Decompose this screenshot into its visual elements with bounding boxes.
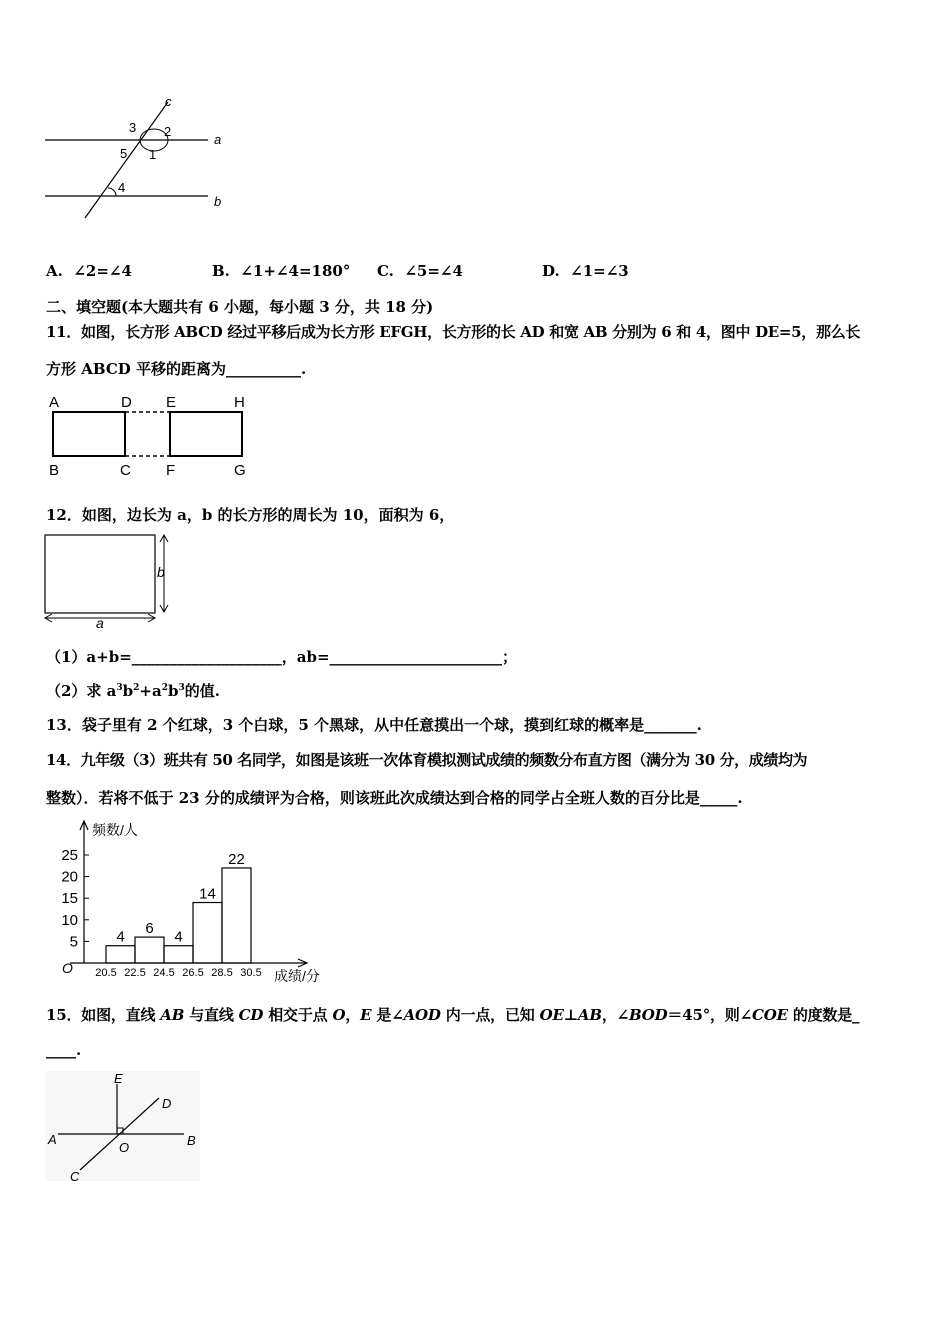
figure-border — [45, 1071, 200, 1181]
option-a: A. ∠2=∠4 — [46, 262, 132, 280]
label-H: H — [234, 394, 245, 411]
y-axis-label: 频数/人 — [92, 822, 138, 838]
bar-value-label: 14 — [199, 885, 216, 903]
frequency-histogram — [50, 818, 350, 988]
histogram-bar — [222, 868, 251, 963]
label-b: b — [214, 194, 222, 209]
q15-part: AB — [577, 1006, 602, 1024]
label-A: A — [48, 1132, 57, 1147]
q15-part: E — [360, 1006, 372, 1024]
label-F: F — [166, 462, 176, 479]
x-tick-label: 22.5 — [124, 967, 146, 979]
q15-part: 相交于点 — [263, 1006, 333, 1024]
q14-line2: 整数）．若将不低于 23 分的成绩评为合格，则该班此次成绩达到合格的同学占全班人数的百分比是_____. — [46, 789, 743, 807]
q12-part2-plus: +a — [139, 682, 162, 700]
q12-part2-b: b — [122, 682, 134, 700]
q15-part: CD — [238, 1006, 264, 1024]
label-2: 2 — [164, 124, 172, 139]
q15-part: 与直线 — [184, 1006, 239, 1024]
bar-value-label: 4 — [116, 928, 125, 946]
q12-part2 — [46, 680, 220, 701]
y-tick-label: 20 — [61, 868, 78, 886]
label-E: E — [114, 1071, 123, 1086]
x-tick-label: 28.5 — [211, 967, 233, 979]
parallel-lines-figure — [40, 92, 240, 227]
label-C: C — [70, 1169, 80, 1184]
q15-part: BOD — [628, 1006, 668, 1024]
histogram-bar — [193, 903, 222, 963]
q15-part: COE — [751, 1006, 788, 1024]
section-heading: 二、填空题(本大题共有 6 小题，每小题 3 分，共 18 分) — [46, 298, 434, 316]
label-B: B — [187, 1133, 196, 1148]
y-tick-label: 15 — [61, 890, 78, 908]
y-tick-label: 5 — [69, 933, 78, 951]
q15-line1 — [46, 1004, 859, 1025]
x-tick-label: 30.5 — [240, 967, 262, 979]
q14-line1: 14．九年级（3）班共有 50 名同学，如图是该班一次体育模拟测试成绩的频数分布直方图（满分为 30 分，成绩均为 — [46, 751, 808, 769]
q12-part1: （1）a+b=____________________，ab=_______________________； — [46, 648, 518, 666]
x-tick-label: 20.5 — [95, 967, 117, 979]
q11-line1: 11．如图，长方形 ABCD 经过平移后成为长方形 EFGH，长方形的长 AD 和宽 AB 分别为 6 和 4，图中 DE=5，那么长 — [46, 323, 861, 341]
q15-part: O — [332, 1006, 346, 1024]
label-B: B — [49, 462, 60, 479]
q15-part: ＝45°，则∠ — [667, 1006, 752, 1024]
rect-ab — [45, 535, 155, 613]
exp-2b: 2 — [133, 683, 140, 693]
exp-2a: 2 — [161, 683, 168, 693]
bar-value-label: 22 — [228, 850, 245, 868]
x-tick-label: 26.5 — [182, 967, 204, 979]
exp-3b: 3 — [178, 683, 185, 693]
q15-part: AOD — [403, 1006, 441, 1024]
label-O: O — [119, 1140, 130, 1155]
label-5: 5 — [120, 146, 128, 161]
q12-part2-prefix: （2）求 a — [46, 682, 117, 700]
q15-part: ⊥ — [563, 1006, 578, 1024]
histogram-bar — [164, 946, 193, 963]
label-1: 1 — [149, 147, 157, 162]
histogram-bar — [106, 946, 135, 963]
q15-part: 15．如图，直线 — [46, 1006, 161, 1024]
label-G: G — [234, 462, 246, 479]
exp-3a: 3 — [116, 683, 123, 693]
q13-line1: 13．袋子里有 2 个红球，3 个白球，5 个黑球，从中任意摸出一个球，摸到红球的概率是_______. — [46, 716, 702, 734]
y-tick-label: 10 — [61, 911, 78, 929]
q15-part: 内一点，已知 — [440, 1006, 540, 1024]
q12-line1: 12．如图，边长为 a，b 的长方形的周长为 10，面积为 6， — [46, 506, 455, 524]
option-b: B. ∠1+∠4=180° — [212, 262, 351, 280]
label-a: a — [96, 615, 104, 630]
intersecting-lines-figure — [44, 1070, 202, 1184]
x-axis-label: 成绩/分 — [274, 968, 320, 984]
label-D: D — [162, 1096, 172, 1111]
bar-value-label: 6 — [145, 920, 154, 938]
histogram-bar — [135, 937, 164, 963]
q12-part2-suffix: 的值. — [184, 682, 220, 700]
label-4: 4 — [118, 180, 126, 195]
y-tick-label: 25 — [61, 847, 78, 864]
label-E: E — [166, 394, 177, 411]
q15-part: AB — [160, 1006, 185, 1024]
q15-part: ，∠ — [601, 1006, 629, 1024]
option-c: C. ∠5=∠4 — [377, 262, 463, 280]
label-D: D — [121, 394, 132, 411]
rect-efgh — [170, 412, 242, 456]
label-3: 3 — [129, 120, 137, 135]
rect-abcd — [53, 412, 125, 456]
label-C: C — [120, 462, 131, 479]
label-A: A — [49, 394, 60, 411]
label-c: c — [165, 94, 172, 109]
option-d: D. ∠1=∠3 — [542, 262, 629, 280]
rectangle-ab-figure — [40, 530, 180, 630]
q11-line2: 方形 ABCD 平移的距离为__________. — [46, 360, 307, 378]
label-a: a — [214, 132, 222, 147]
q15-line2: ____. — [46, 1041, 82, 1059]
bar-value-label: 4 — [174, 928, 183, 946]
x-tick-label: 24.5 — [153, 967, 175, 979]
q12-part2-b2: b — [167, 682, 179, 700]
origin-label: O — [62, 960, 73, 976]
angle-arc-4 — [108, 188, 116, 196]
q15-part: 是∠ — [371, 1006, 404, 1024]
label-b: b — [157, 564, 165, 580]
rectangles-figure — [44, 392, 254, 480]
q15-part: ， — [345, 1006, 361, 1024]
q15-part: 的度数是_ — [787, 1006, 860, 1024]
q15-part: OE — [539, 1006, 564, 1024]
